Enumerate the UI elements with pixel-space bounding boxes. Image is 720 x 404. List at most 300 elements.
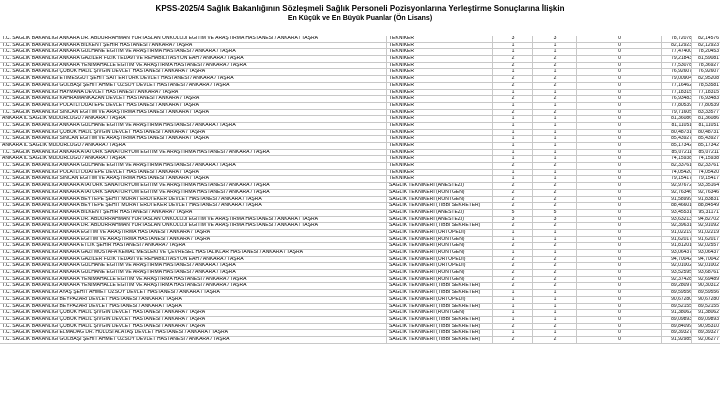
institution-cell: T.C. SAĞLIK BAKANLIĞI ANKARA ATATÜRK SANATORYUM EĞİTİM VE ARAŞTIRMA HASTANESİ / ANKARA / TAŞRA [2, 183, 270, 189]
min-score-cell: 89,39327 [661, 330, 693, 336]
quota-cell: 1 [492, 43, 533, 49]
placed-cell: 1 [532, 69, 577, 75]
table-row [0, 337, 720, 344]
table-row [0, 257, 720, 264]
institution-cell: T.C. SAĞLIK BAKANLIĞI ANKARA DR. ABDURRAHMAN YURTASLAN ONKOLOJİ EĞİTİM VE ARAŞTIRMA HASTANESİ / ANKARA / TAŞRA [2, 216, 318, 222]
quota-cell: 1 [492, 330, 533, 336]
position-title-cell: SAĞLIK TEKNİKERİ (ANESTEZİ) [386, 210, 495, 216]
placed-cell: 2 [532, 337, 577, 343]
institution-cell: T.C. SAĞLIK BAKANLIĞI ANKARA BİLKENT ŞEHİR HASTANESİ / ANKARA / TAŞRA [2, 209, 193, 215]
quota-cell: 2 [492, 257, 533, 263]
position-title-cell: TEKNİKER [386, 36, 495, 42]
quota-cell: 3 [492, 36, 533, 42]
placed-cell: 3 [532, 36, 577, 42]
table-row [0, 283, 720, 290]
document-subtitle: En Küçük ve En Büyük Puanlar (Ön Lisans) [287, 15, 433, 22]
position-title-cell: SAĞLIK TEKNİKERİ (RÖNTGEN) [386, 277, 495, 283]
max-score-cell: 89,59556 [691, 290, 720, 296]
empty-cell: 0 [576, 223, 662, 229]
empty-cell: 0 [576, 136, 662, 142]
table-row [0, 163, 720, 170]
position-title-cell: TEKNİKER [386, 76, 495, 82]
min-score-cell: 77,18315 [661, 90, 693, 96]
min-score-cell: 91,81201 [661, 243, 693, 249]
quota-cell: 2 [492, 223, 533, 229]
institution-cell: T.C. SAĞLIK BAKANLIĞI ANKARA YENİMAHALLE EĞİTİM VE ARAŞTIRMA HASTANESİ / ANKARA / TAŞRA [2, 62, 247, 68]
max-score-cell: 89,52155 [691, 304, 720, 310]
empty-cell: 0 [576, 230, 662, 236]
max-score-cell: 92,69489 [691, 277, 720, 283]
quota-cell: 1 [492, 123, 533, 129]
placed-cell: 2 [532, 190, 577, 196]
placed-cell: 1 [532, 250, 577, 256]
institution-cell: T.C. SAĞLIK BAKANLIĞI ANKARA GAZİLER FİZİK TEDAVİ VE REHABİLİTASYON EAH / ANKARA / TAŞRA [2, 56, 244, 62]
empty-cell: 0 [576, 123, 662, 129]
empty-cell: 0 [576, 304, 662, 310]
max-score-cell: 90,30312 [691, 283, 720, 289]
position-title-cell: TEKNİKER [386, 123, 495, 129]
min-score-cell: 89,84099 [661, 324, 693, 330]
table-row [0, 56, 720, 63]
max-score-cell: 76,93483 [691, 96, 720, 102]
min-score-cell: 77,53078 [661, 63, 693, 69]
quota-cell: 1 [492, 230, 533, 236]
placed-cell: 1 [532, 49, 577, 55]
institution-cell: T.C. SAĞLIK BAKANLIĞI ANKARA BİLKENT ŞEHİR HASTANESİ / ANKARA / TAŞRA [2, 42, 193, 48]
empty-cell: 0 [576, 217, 662, 223]
max-score-cell: 82,95208 [691, 76, 720, 82]
institution-cell: ANKARA İL SAĞLIK MÜDÜRLÜĞÜ / ANKARA / TAŞRA [2, 156, 126, 162]
position-title-cell: TEKNİKER [386, 110, 495, 116]
min-score-cell: 82,33761 [661, 163, 693, 169]
quota-cell: 1 [492, 176, 533, 182]
empty-cell: 0 [576, 170, 662, 176]
min-score-cell: 93,45531 [661, 210, 693, 216]
quota-cell: 1 [492, 116, 533, 122]
min-score-cell: 93,06437 [661, 250, 693, 256]
table-row [0, 317, 720, 324]
max-score-cell: 74,05420 [691, 170, 720, 176]
table-row [0, 330, 720, 337]
empty-cell: 0 [576, 317, 662, 323]
placed-cell: 2 [532, 76, 577, 82]
position-title-cell: SAĞLIK TEKNİKERİ (TIBBİ SEKRETER) [386, 330, 495, 336]
quota-cell: 5 [492, 210, 533, 216]
table-row [0, 90, 720, 97]
position-title-cell: TEKNİKER [386, 69, 495, 75]
max-score-cell: 92,91092 [691, 223, 720, 229]
quota-cell: 2 [492, 183, 533, 189]
max-score-cell: 93,68761 [691, 270, 720, 276]
table-row [0, 96, 720, 103]
placed-cell: 1 [532, 143, 577, 149]
empty-cell: 0 [576, 63, 662, 69]
table-row [0, 110, 720, 117]
quota-cell: 1 [492, 297, 533, 303]
empty-cell: 0 [576, 190, 662, 196]
position-title-cell: SAĞLIK TEKNİKERİ (TIBBİ SEKRETER) [386, 283, 495, 289]
placed-cell: 1 [532, 130, 577, 136]
quota-cell: 3 [492, 217, 533, 223]
placed-cell: 2 [532, 263, 577, 269]
max-score-cell: 95,31171 [691, 210, 720, 216]
min-score-cell: 93,52595 [661, 270, 693, 276]
position-title-cell: SAĞLIK TEKNİKERİ (TIBBİ SEKRETER) [386, 223, 495, 229]
min-score-cell: 76,92607 [661, 69, 693, 75]
max-score-cell: 78,36927 [691, 63, 720, 69]
min-score-cell: 74,05420 [661, 170, 693, 176]
table-row [0, 243, 720, 250]
institution-cell: T.C. SAĞLIK BAKANLIĞI ÇUBUK HALİL ŞIVGIN DEVLET HASTANESİ / ANKARA / TAŞRA [2, 316, 206, 322]
placed-cell: 2 [532, 56, 577, 62]
position-title-cell: TEKNİKER [386, 90, 495, 96]
max-score-cell: 91,83831 [691, 197, 720, 203]
max-score-cell: 93,35164 [691, 183, 720, 189]
position-title-cell: SAĞLIK TEKNİKERİ (ORTOPEDİ) [386, 257, 495, 263]
quota-cell: 2 [492, 110, 533, 116]
placed-cell: 1 [532, 43, 577, 49]
table-row [0, 150, 720, 157]
quota-cell: 1 [492, 143, 533, 149]
institution-cell: T.C. SAĞLIK BAKANLIĞI KAHRAMANKAZAN DEVLET HASTANESİ / ANKARA / TAŞRA [2, 96, 200, 102]
min-score-cell: 79,15417 [661, 176, 693, 182]
institution-cell: T.C. SAĞLIK BAKANLIĞI ÇUBUK HALİL ŞIVGIN DEVLET HASTANESİ / ANKARA / TAŞRA [2, 310, 206, 316]
institution-cell: T.C. SAĞLIK BAKANLIĞI ETİMESGUT ŞEHİT SAİT ERTÜRK DEVLET HASTANESİ / ANKARA / TAŞRA [2, 76, 234, 82]
table-row [0, 304, 720, 311]
table-row [0, 263, 720, 270]
empty-cell: 0 [576, 283, 662, 289]
quota-cell: 2 [492, 277, 533, 283]
table-row [0, 103, 720, 110]
table-row [0, 176, 720, 183]
min-score-cell: 85,07211 [661, 150, 693, 156]
position-title-cell: TEKNİKER [386, 150, 495, 156]
max-score-cell: 76,92607 [691, 69, 720, 75]
institution-cell: T.C. SAĞLIK BAKANLIĞI BEYPAZARI DEVLET HASTANESİ / ANKARA / TAŞRA [2, 303, 182, 309]
institution-cell: ANKARA İL SAĞLIK MÜDÜRLÜĞÜ / ANKARA / TAŞRA [2, 143, 126, 148]
quota-cell: 1 [492, 304, 533, 310]
institution-cell: T.C. SAĞLIK BAKANLIĞI ANKARA BEYTEPE ŞEHİT MURAT ERDİ EKER DEVLET HASTANESİ / ANKARA / TAŞRA [2, 196, 262, 202]
min-score-cell: 93,63213 [661, 217, 693, 223]
max-score-cell: 80,48731 [691, 130, 720, 136]
min-score-cell: 82,12923 [661, 43, 693, 49]
placed-cell: 1 [532, 136, 577, 142]
table-row [0, 310, 720, 317]
min-score-cell: 90,67280 [661, 297, 693, 303]
table-row [0, 203, 720, 210]
position-title-cell: SAĞLIK TEKNİKERİ (TIBBİ SEKRETER) [386, 317, 495, 323]
empty-cell: 0 [576, 150, 662, 156]
min-score-cell: 89,28097 [661, 283, 693, 289]
institution-cell: T.C. SAĞLIK BAKANLIĞI ANKARA GÜLHANE EĞİTİM VE ARAŞTIRMA HASTANESİ / ANKARA / TAŞRA [2, 263, 236, 269]
placed-cell: 2 [532, 197, 577, 203]
min-score-cell: 79,71605 [661, 110, 693, 116]
table-row [0, 277, 720, 284]
quota-cell: 2 [492, 197, 533, 203]
min-score-cell: 92,76346 [661, 190, 693, 196]
institution-cell: T.C. SAĞLIK BAKANLIĞI ANKARA GÜLHANE EĞİTİM VE ARAŞTIRMA HASTANESİ / ANKARA / TAŞRA [2, 122, 236, 128]
max-score-cell: 81,11051 [691, 123, 720, 129]
quota-cell: 1 [492, 310, 533, 316]
quota-cell: 2 [492, 203, 533, 209]
placed-cell: 1 [532, 304, 577, 310]
institution-cell: T.C. SAĞLIK BAKANLIĞI ANKARA ETLİK ŞEHİR HASTANESİ / ANKARA / TAŞRA [2, 243, 186, 249]
institution-cell: ANKARA İL SAĞLIK MÜDÜRLÜĞÜ / ANKARA / TAŞRA [2, 116, 126, 122]
placed-cell: 1 [532, 150, 577, 156]
empty-cell: 0 [576, 163, 662, 169]
position-title-cell: SAĞLIK TEKNİKERİ (ORTOPEDİ) [386, 230, 495, 236]
position-title-cell: TEKNİKER [386, 163, 495, 169]
placed-cell: 2 [532, 203, 577, 209]
placed-cell: 5 [532, 210, 577, 216]
placed-cell: 2 [532, 63, 577, 69]
position-title-cell: SAĞLIK TEKNİKERİ (TIBBİ SEKRETER) [386, 324, 495, 330]
institution-cell: T.C. SAĞLIK BAKANLIĞI ANKARA GAZİ MUSTAFA KEMAL MESLEKİ VE ÇEVRESEL HASTALIKLAR HASTANESİ / ANKARA / TAŞRA [2, 250, 303, 255]
max-score-cell: 89,39327 [691, 330, 720, 336]
placed-cell: 2 [532, 223, 577, 229]
position-title-cell: SAĞLIK TEKNİKERİ (TIBBİ SEKRETER) [386, 337, 495, 343]
institution-cell: T.C. SAĞLIK BAKANLIĞI ÇUBUK HALİL ŞIVGIN DEVLET HASTANESİ / ANKARA / TAŞRA [2, 69, 206, 75]
max-score-cell: 83,33577 [691, 110, 720, 116]
min-score-cell: 89,59556 [661, 290, 693, 296]
max-score-cell: 85,07211 [691, 150, 720, 156]
max-score-cell: 91,62017 [691, 237, 720, 243]
max-score-cell: 92,02557 [691, 243, 720, 249]
placed-cell: 1 [532, 103, 577, 109]
position-title-cell: SAĞLIK TEKNİKERİ (ANESTEZİ) [386, 217, 495, 223]
position-title-cell: SAĞLIK TEKNİKERİ (RÖNTGEN) [386, 190, 495, 196]
table-row [0, 217, 720, 224]
position-title-cell: TEKNİKER [386, 43, 495, 49]
min-score-cell: 77,16462 [661, 83, 693, 89]
min-score-cell: 91,38062 [661, 310, 693, 316]
max-score-cell: 88,84549 [691, 203, 720, 209]
institution-cell: T.C. SAĞLIK BAKANLIĞI ANKARA YENİMAHALLE EĞİTİM VE ARAŞTIRMA HASTANESİ / ANKARA / TAŞRA [2, 283, 247, 289]
placed-cell: 2 [532, 96, 577, 102]
max-score-cell: 94,70042 [691, 257, 720, 263]
max-score-cell: 85,17342 [691, 143, 720, 149]
institution-cell: T.C. SAĞLIK BAKANLIĞI ELMADAĞ DR. HULUSİ ALATAŞ DEVLET HASTANESİ / ANKARA / TAŞRA [2, 330, 228, 336]
empty-cell: 0 [576, 297, 662, 303]
min-score-cell: 91,02219 [661, 230, 693, 236]
empty-cell: 0 [576, 263, 662, 269]
empty-cell: 0 [576, 237, 662, 243]
position-title-cell: TEKNİKER [386, 49, 495, 55]
table-row [0, 63, 720, 70]
placed-cell: 1 [532, 330, 577, 336]
empty-cell: 0 [576, 110, 662, 116]
max-score-cell: 89,09893 [691, 317, 720, 323]
institution-cell: T.C. SAĞLIK BAKANLIĞI ÇUBUK HALİL ŞIVGIN DEVLET HASTANESİ / ANKARA / TAŞRA [2, 129, 206, 135]
table-row [0, 69, 720, 76]
table-row [0, 136, 720, 143]
empty-cell: 0 [576, 43, 662, 49]
table-row [0, 36, 720, 43]
quota-cell: 1 [492, 136, 533, 142]
quota-cell: 2 [492, 270, 533, 276]
table-row [0, 156, 720, 163]
max-score-cell: 92,06277 [691, 337, 720, 343]
empty-cell: 0 [576, 90, 662, 96]
table-row [0, 297, 720, 304]
min-score-cell: 92,01002 [661, 263, 693, 269]
min-score-cell: 94,70042 [661, 257, 693, 263]
quota-cell: 1 [492, 69, 533, 75]
position-title-cell: SAĞLIK TEKNİKERİ (RÖNTGEN) [386, 270, 495, 276]
institution-cell: T.C. SAĞLIK BAKANLIĞI ÇUBUK HALİL ŞIVGIN DEVLET HASTANESİ / ANKARA / TAŞRA [2, 323, 206, 329]
placed-cell: 1 [532, 290, 577, 296]
position-title-cell: TEKNİKER [386, 156, 495, 162]
empty-cell: 0 [576, 270, 662, 276]
quota-cell: 2 [492, 56, 533, 62]
placed-cell: 1 [532, 123, 577, 129]
placed-cell: 2 [532, 110, 577, 116]
empty-cell: 0 [576, 203, 662, 209]
quota-cell: 1 [492, 317, 533, 323]
table-row [0, 43, 720, 50]
table-row [0, 197, 720, 204]
min-score-cell: 89,09893 [661, 317, 693, 323]
institution-cell: T.C. SAĞLIK BAKANLIĞI ANKARA EĞİTİM VE ARAŞTIRMA HASTANESİ / ANKARA / TAŞRA [2, 236, 211, 242]
position-title-cell: TEKNİKER [386, 136, 495, 142]
table-row [0, 290, 720, 297]
quota-cell: 1 [492, 150, 533, 156]
max-score-cell: 78,53581 [691, 83, 720, 89]
placed-cell: 2 [532, 243, 577, 249]
institution-cell: T.C. SAĞLIK BAKANLIĞI ANKARA GAZİLER FİZİK TEDAVİ VE REHABİLİTASYON EAH / ANKARA / TAŞRA [2, 256, 244, 262]
quota-cell: 1 [492, 90, 533, 96]
empty-cell: 0 [576, 176, 662, 182]
placed-cell: 1 [532, 230, 577, 236]
placed-cell: 2 [532, 270, 577, 276]
placed-cell: 2 [532, 324, 577, 330]
empty-cell: 0 [576, 310, 662, 316]
max-score-cell: 93,06437 [691, 250, 720, 256]
position-title-cell: SAĞLIK TEKNİKERİ (ORTOPEDİ) [386, 297, 495, 303]
position-title-cell: TEKNİKER [386, 56, 495, 62]
institution-cell: T.C. SAĞLIK BAKANLIĞI ANKARA DR. ABDURRAHMAN YURTASLAN ONKOLOJİ EĞİTİM VE ARAŞTIRMA HASTANESİ / ANKARA / TAŞRA [2, 223, 318, 229]
quota-cell: 2 [492, 243, 533, 249]
max-score-cell: 82,12923 [691, 43, 720, 49]
position-title-cell: TEKNİKER [386, 170, 495, 176]
position-title-cell: SAĞLIK TEKNİKERİ (TIBBİ SEKRETER) [386, 304, 495, 310]
min-score-cell: 81,11051 [661, 123, 693, 129]
min-score-cell: 78,72078 [661, 36, 693, 42]
placed-cell: 2 [532, 277, 577, 283]
quota-cell: 1 [492, 103, 533, 109]
position-title-cell: TEKNİKER [386, 63, 495, 69]
empty-cell: 0 [576, 337, 662, 343]
document-header [0, 0, 720, 30]
min-score-cell: 92,97672 [661, 183, 693, 189]
max-score-cell: 90,67280 [691, 297, 720, 303]
position-title-cell: SAĞLIK TEKNİKERİ (TIBBİ SEKRETER) [386, 203, 495, 209]
min-score-cell: 80,48731 [661, 130, 693, 136]
min-score-cell: 91,92985 [661, 337, 693, 343]
position-title-cell: SAĞLIK TEKNİKERİ (RÖNTGEN) [386, 243, 495, 249]
table-row [0, 210, 720, 217]
max-score-cell: 78,20453 [691, 49, 720, 55]
placed-cell: 1 [532, 170, 577, 176]
quota-cell: 1 [492, 170, 533, 176]
institution-cell: T.C. SAĞLIK BAKANLIĞI BEYPAZARI DEVLET HASTANESİ / ANKARA / TAŞRA [2, 296, 182, 302]
institution-cell: T.C. SAĞLIK BAKANLIĞI ANKARA DR. ABDURRAHMAN YURTASLAN ONKOLOJİ EĞİTİM VE ARAŞTIRMA HASTANESİ / ANKARA / TAŞRA [2, 36, 318, 41]
institution-cell: T.C. SAĞLIK BAKANLIĞI SİNCAN EĞİTİM VE ARAŞTIRMA HASTANESİ / ANKARA / TAŞRA [2, 109, 209, 115]
max-score-cell: 77,18315 [691, 90, 720, 96]
quota-cell: 1 [492, 49, 533, 55]
table-row [0, 183, 720, 190]
empty-cell: 0 [576, 243, 662, 249]
position-title-cell: SAĞLIK TEKNİKERİ (ANESTEZİ) [386, 183, 495, 189]
empty-cell: 0 [576, 250, 662, 256]
max-score-cell: 91,02219 [691, 230, 720, 236]
position-title-cell: TEKNİKER [386, 143, 495, 149]
quota-cell: 2 [492, 163, 533, 169]
position-title-cell: SAĞLIK TEKNİKERİ (RÖNTGEN) [386, 197, 495, 203]
quota-cell: 2 [492, 76, 533, 82]
quota-cell: 1 [492, 130, 533, 136]
institution-cell: T.C. SAĞLIK BAKANLIĞI POLATLI DUATEPE DEVLET HASTANESİ / ANKARA / TAŞRA [2, 102, 200, 108]
min-score-cell: 89,52155 [661, 304, 693, 310]
min-score-cell: 77,47400 [661, 49, 693, 55]
institution-cell: T.C. SAĞLIK BAKANLIĞI POLATLI DUATEPE DEVLET HASTANESİ / ANKARA / TAŞRA [2, 169, 200, 175]
table-row [0, 324, 720, 331]
max-score-cell: 92,76346 [691, 190, 720, 196]
quota-cell: 2 [492, 263, 533, 269]
placed-cell: 1 [532, 116, 577, 122]
table-row [0, 123, 720, 130]
table-row [0, 83, 720, 90]
min-score-cell: 91,62017 [661, 237, 693, 243]
empty-cell: 0 [576, 49, 662, 55]
position-title-cell: TEKNİKER [386, 96, 495, 102]
institution-cell: T.C. SAĞLIK BAKANLIĞI GÖLBAŞI ŞEHİT AHMET ÖZSOY DEVLET HASTANESİ / ANKARA / TAŞRA [2, 82, 230, 88]
position-title-cell: TEKNİKER [386, 83, 495, 89]
institution-cell: T.C. SAĞLIK BAKANLIĞI ANKARA YENİMAHALLE EĞİTİM VE ARAŞTIRMA HASTANESİ / ANKARA / TAŞRA [2, 276, 247, 282]
institution-cell: T.C. SAĞLIK BAKANLIĞI GÖLBAŞI ŞEHİT AHMET ÖZSOY DEVLET HASTANESİ / ANKARA / TAŞRA [2, 336, 230, 342]
empty-cell: 0 [576, 210, 662, 216]
placed-cell: 1 [532, 310, 577, 316]
empty-cell: 0 [576, 56, 662, 62]
empty-cell: 0 [576, 69, 662, 75]
placed-cell: 1 [532, 176, 577, 182]
quota-cell: 2 [492, 324, 533, 330]
quota-cell: 1 [492, 237, 533, 243]
placed-cell: 2 [532, 83, 577, 89]
max-score-cell: 79,15417 [691, 176, 720, 182]
empty-cell: 0 [576, 76, 662, 82]
position-title-cell: SAĞLIK TEKNİKERİ (RÖNTGEN) [386, 237, 495, 243]
empty-cell: 0 [576, 116, 662, 122]
institution-cell: T.C. SAĞLIK BAKANLIĞI ANKARA ATATÜRK SANATORYUM EĞİTİM VE ARAŞTIRMA HASTANESİ / ANKARA / TAŞRA [2, 149, 270, 155]
position-title-cell: SAĞLIK TEKNİKERİ (ORTOPEDİ) [386, 263, 495, 269]
empty-cell: 0 [576, 277, 662, 283]
results-table [0, 36, 720, 344]
quota-cell: 2 [492, 63, 533, 69]
empty-cell: 0 [576, 257, 662, 263]
min-score-cell: 76,93483 [661, 96, 693, 102]
empty-cell: 0 [576, 183, 662, 189]
table-row [0, 130, 720, 137]
empty-cell: 0 [576, 83, 662, 89]
document-title: KPSS-2025/4 Sağlık Bakanlığının Sözleşmeli Sağlık Personeli Pozisyonlarına Yerleştirme Sonuçlarına İlişkin [155, 4, 565, 13]
empty-cell: 0 [576, 197, 662, 203]
institution-cell: T.C. SAĞLIK BAKANLIĞI ANKARA ATATÜRK SANATORYUM EĞİTİM VE ARAŞTIRMA HASTANESİ / ANKARA / TAŞRA [2, 189, 270, 195]
min-score-cell: 79,21843 [661, 56, 693, 62]
quota-cell: 2 [492, 96, 533, 102]
quota-cell: 2 [492, 83, 533, 89]
max-score-cell: 91,38062 [691, 310, 720, 316]
